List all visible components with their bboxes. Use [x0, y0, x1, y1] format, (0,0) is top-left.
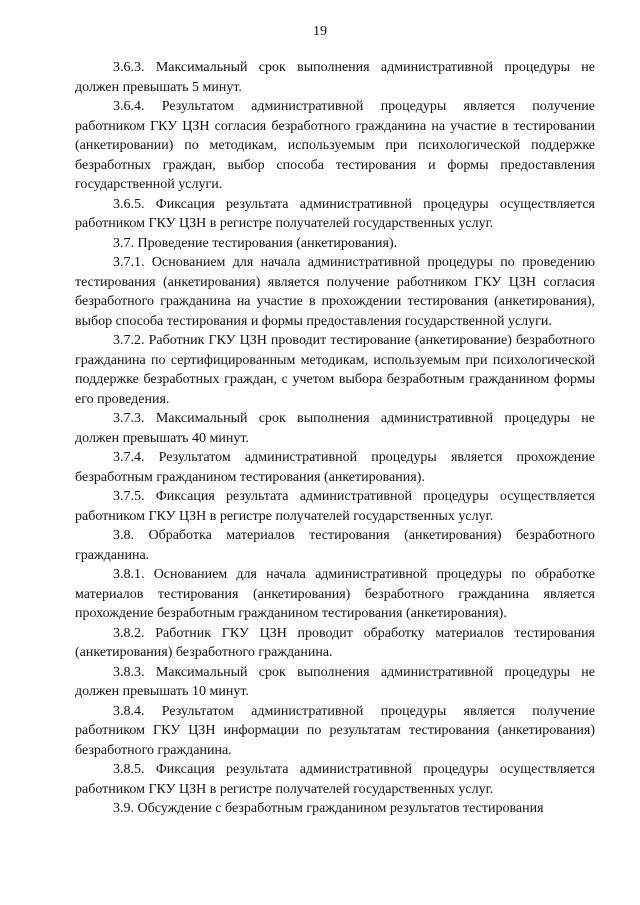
paragraph-3-8-2: 3.8.2. Работник ГКУ ЦЗН проводит обработку материалов тестирования (анкетирования) безработного гражданина. — [75, 625, 595, 660]
document-body — [75, 58, 595, 819]
paragraph-3-6-3: 3.6.3. Максимальный срок выполнения административной процедуры не должен превышать 5 минут. — [75, 60, 595, 95]
section-heading-3-8: 3.8. Обработка материалов тестирования (анкетирования) безработного гражданина. — [75, 528, 595, 563]
paragraph-3-8-4: 3.8.4. Результатом административной процедуры является получение работником ГКУ ЦЗН информации по результатам тестирования (анкетирования) безработного гражданина. — [75, 703, 595, 758]
section-heading-3-7: 3.7. Проведение тестирования (анкетирования). — [113, 235, 398, 251]
paragraph-3-7-5: 3.7.5. Фиксация результата административной процедуры осуществляется работником ГКУ ЦЗН в регистре получателей государственных услуг. — [75, 489, 595, 524]
paragraph-3-8-5: 3.8.5. Фиксация результата административной процедуры осуществляется работником ГКУ ЦЗН в регистре получателей государственных услуг. — [75, 762, 595, 797]
paragraph-3-8-3: 3.8.3. Максимальный срок выполнения административной процедуры не должен превышать 10 минут. — [75, 664, 595, 699]
paragraph-3-7-2: 3.7.2. Работник ГКУ ЦЗН проводит тестирование (анкетирование) безработного гражданина по сертифицированным методикам, используемым при психологической поддержке безработных граждан, с учетом выбора безработным гражданином формы его проведения. — [75, 333, 595, 407]
page-number: 19 — [313, 24, 327, 39]
paragraph-3-6-5: 3.6.5. Фиксация результата административной процедуры осуществляется работником ГКУ ЦЗН в регистре получателей государственных услуг. — [75, 196, 595, 231]
paragraph-3-7-4: 3.7.4. Результатом административной процедуры является прохождение безработным гражданином тестирования (анкетирования). — [75, 450, 595, 485]
paragraph-3-7-3: 3.7.3. Максимальный срок выполнения административной процедуры не должен превышать 40 минут. — [75, 411, 595, 446]
section-heading-3-9: 3.9. Обсуждение с безработным гражданином результатов тестирования — [113, 801, 544, 816]
paragraph-3-7-1: 3.7.1. Основанием для начала административной процедуры по проведению тестирования (анкетирования) является получение работником ГКУ ЦЗН согласия безработного гражданина на участие в прохождении тестирования (анкетирования), выбор способа тестирования и формы предоставления государственной услуги. — [75, 255, 595, 329]
paragraph-3-8-1: 3.8.1. Основанием для начала административной процедуры по обработке материалов тестирования (анкетирования) безработного гражданина является прохождение безработным гражданином тестирования (анкетирования). — [75, 567, 595, 621]
paragraph-3-6-4: 3.6.4. Результатом административной процедуры является получение работником ГКУ ЦЗН согласия безработного гражданина на участие в тестировании (анкетировании) по методикам, используемым при психологической поддержке безработных граждан, выбор способа тестирования и формы предоставления государственной услуги. — [75, 99, 595, 192]
